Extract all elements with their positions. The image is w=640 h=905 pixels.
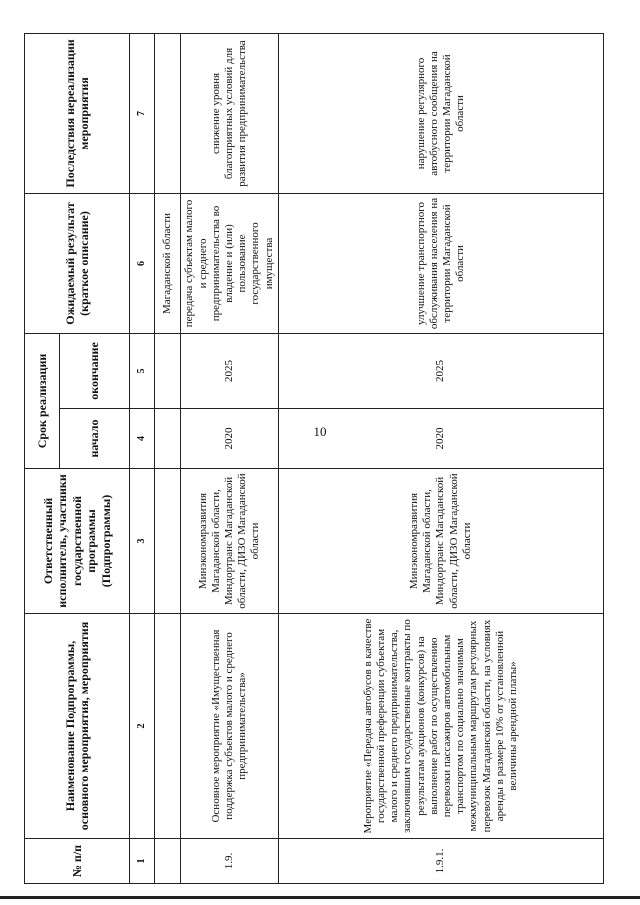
rotated-table-container — [24, 34, 604, 884]
col-number: 2 — [130, 614, 155, 839]
row-num — [155, 839, 181, 884]
page-number: 10 — [313, 424, 327, 439]
row-name: Основное мероприятие «Имущественная поддержка субъектов малого и среднего предпринимательства» — [181, 614, 279, 839]
col-number: 1 — [130, 839, 155, 884]
header-result: Ожидаемый результат (краткое описание) — [25, 193, 130, 333]
header-row — [25, 33, 60, 883]
bottom-rule — [0, 896, 640, 899]
row-name — [155, 614, 181, 839]
header-end: окончание — [60, 333, 130, 408]
row-responsible: Минэкономразвития Магаданской области, Миндортранс Магаданской области, ДИЗО Магаданской области — [279, 469, 604, 614]
measures-table — [24, 33, 604, 884]
row-result: улучшение транспортного обслуживания населения на территории Магаданской области — [279, 193, 604, 333]
row-responsible — [155, 469, 181, 614]
header-term: Срок реализации — [25, 333, 60, 468]
row-result: Магаданской области — [155, 193, 181, 333]
row-num: 1.9.1. — [279, 839, 604, 884]
row-end: 2025 — [279, 333, 604, 408]
row-consequences: снижение уровня благоприятных условий для развития предпринимательства — [181, 33, 279, 193]
row-end: 2025 — [181, 333, 279, 408]
col-number: 6 — [130, 193, 155, 333]
row-responsible: Минэкономразвития Магаданской области, Миндортранс Магаданской области, ДИЗО Магаданской области — [181, 469, 279, 614]
table-row — [155, 33, 181, 883]
col-number: 5 — [130, 333, 155, 408]
header-start: начало — [60, 409, 130, 469]
header-consequences: Последствия нереализации мероприятия — [25, 33, 130, 193]
row-end — [155, 333, 181, 408]
row-result: передача субъектам малого и среднего предпринимательства во владение и (или) пользование государственного имущества — [181, 193, 279, 333]
col-number: 4 — [130, 409, 155, 469]
col-number: 7 — [130, 33, 155, 193]
row-start: 2020 — [279, 409, 604, 469]
table-row — [279, 33, 604, 883]
column-number-row — [130, 33, 155, 883]
row-consequences: нарушение регулярного автобусного сообщения на территории Магаданской области — [279, 33, 604, 193]
row-name: Мероприятие «Передача автобусов в качестве государственной преференции субъектам малого и среднего предпринимательства, заключившим государственные контракты по результатам аукционов (конкурсов) на выполнение работ по осуществлению перевозки пассажиров автомобильным транспортом по социально значимым межмуниципальным маршрутам регулярных перевозок Магаданской области, на условиях аренды в размере 10% от установленной величины арендной платы» — [279, 614, 604, 839]
row-start: 2020 — [181, 409, 279, 469]
row-num: 1.9. — [181, 839, 279, 884]
header-num: № п/п — [25, 839, 130, 884]
header-responsible: Ответственный исполнитель, участники государственной программы (Подпрограммы) — [25, 469, 130, 614]
header-name: Наименование Подпрограммы, основного мероприятия, мероприятия — [25, 614, 130, 839]
col-number: 3 — [130, 469, 155, 614]
row-start — [155, 409, 181, 469]
row-consequences — [155, 33, 181, 193]
table-row — [181, 33, 279, 883]
